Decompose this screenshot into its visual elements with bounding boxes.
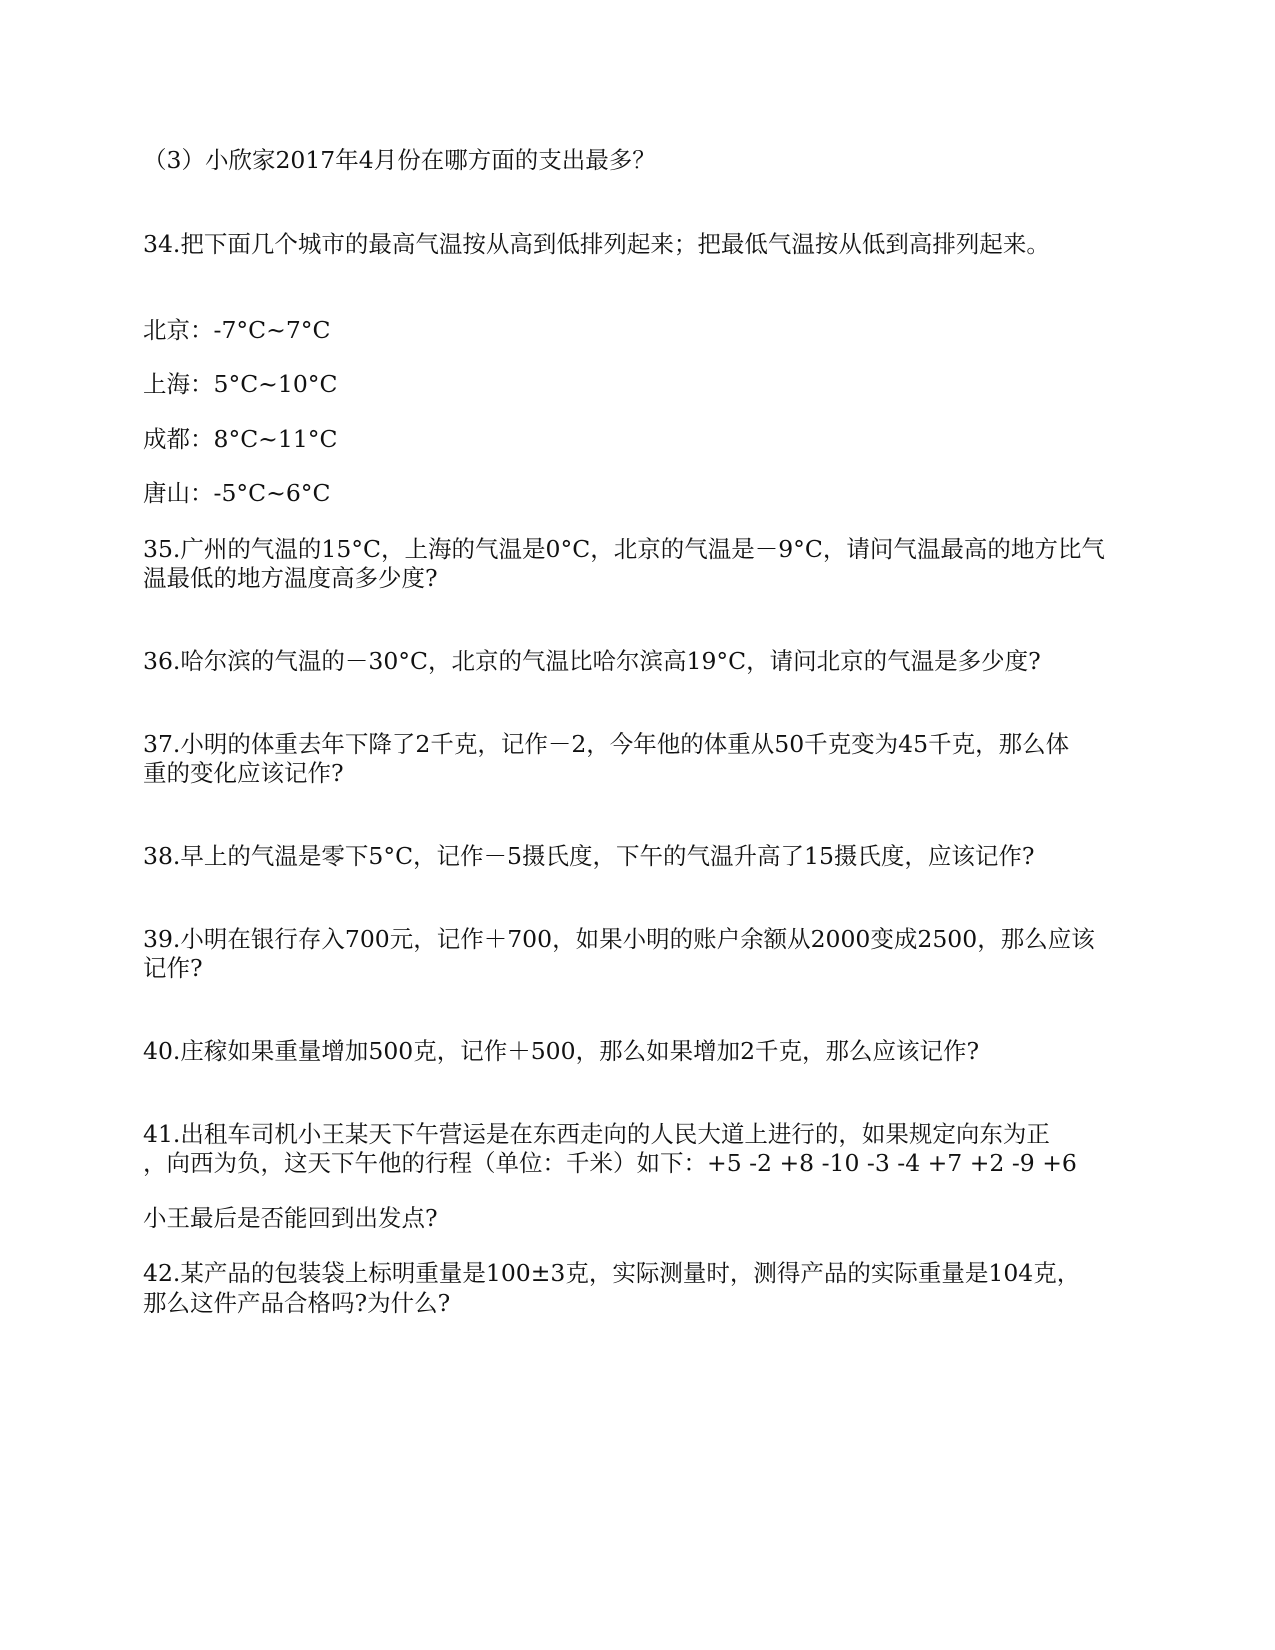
question-37-line-2: 重的变化应该记作? <box>143 759 344 787</box>
question-39-line-2: 记作? <box>143 954 203 982</box>
question-34-text: 34.把下面几个城市的最高气温按从高到低排列起来；把最低气温按从低到高排列起来。 <box>143 230 1050 258</box>
question-42-line-1: 42.某产品的包装袋上标明重量是100±3克，实际测量时，测得产品的实际重量是104克， <box>143 1259 1081 1287</box>
question-41-line-2: ，向西为负，这天下午他的行程（单位：千米）如下：+5 -2 +8 -10 -3 -4 +7 +2 -9 +6 <box>143 1149 1077 1177</box>
question-33-part-3: （3）小欣家2017年4月份在哪方面的支出最多？ <box>143 146 656 174</box>
question-40-line-1: 40.庄稼如果重量增加500克，记作＋500，那么如果增加2千克，那么应该记作? <box>143 1037 980 1065</box>
city-temp-shanghai: 上海：5°C~10°C <box>143 370 338 398</box>
question-35-line-1: 35.广州的气温的15°C，上海的气温是0°C，北京的气温是－9°C，请问气温最高的地方比气 <box>143 535 1105 563</box>
question-37-line-1: 37.小明的体重去年下降了2千克，记作－2，今年他的体重从50千克变为45千克，那么体 <box>143 730 1070 758</box>
question-35-line-2: 温最低的地方温度高多少度? <box>143 564 438 592</box>
question-41-followup: 小王最后是否能回到出发点? <box>143 1204 438 1232</box>
question-41-line-1: 41.出租车司机小王某天下午营运是在东西走向的人民大道上进行的，如果规定向东为正 <box>143 1120 1050 1148</box>
city-temp-beijing: 北京：-7°C~7°C <box>143 316 331 344</box>
question-38-line-1: 38.早上的气温是零下5°C，记作－5摄氏度，下午的气温升高了15摄氏度，应该记作? <box>143 842 1035 870</box>
question-36-line-1: 36.哈尔滨的气温的－30°C，北京的气温比哈尔滨高19°C，请问北京的气温是多少度? <box>143 647 1041 675</box>
city-temp-chengdu: 成都：8°C~11°C <box>143 425 338 453</box>
question-39-line-1: 39.小明在银行存入700元，记作＋700，如果小明的账户余额从2000变成2500，那么应该 <box>143 925 1095 953</box>
city-temp-tangshan: 唐山：-5°C~6°C <box>143 479 331 507</box>
question-42-line-2: 那么这件产品合格吗?为什么? <box>143 1289 451 1317</box>
